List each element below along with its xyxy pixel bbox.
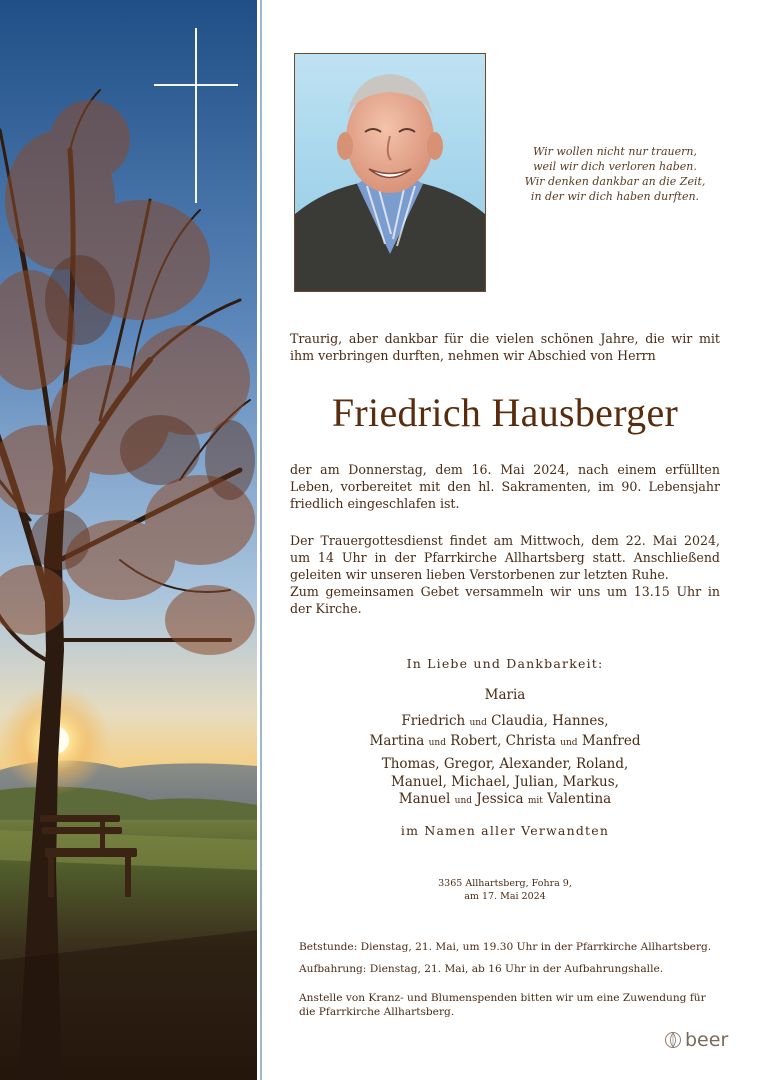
- closing-line: im Namen aller Verwandten: [400, 823, 610, 838]
- grandchildren-list: [290, 756, 720, 811]
- mourners-heading: In Liebe und Dankbarkeit:: [406, 656, 604, 671]
- family-name: Manuel: [398, 791, 451, 807]
- family-name: Martina: [369, 732, 425, 749]
- conjunction: und: [560, 737, 578, 748]
- service-info: [290, 532, 720, 617]
- conjunction: und: [428, 737, 446, 748]
- deceased-name: Friedrich Hausberger: [331, 390, 679, 435]
- quote-line: weil wir dich verloren haben.: [533, 160, 697, 173]
- children-list: [290, 713, 720, 752]
- logo-text: beer: [685, 1029, 729, 1051]
- vertical-divider: [257, 0, 266, 1080]
- aufbahrung-note: Aufbahrung: Dienstag, 21. Mai, ab 16 Uhr in der Aufbahrungshalle.: [299, 963, 664, 975]
- address-block: [290, 877, 720, 903]
- betstunde-note: Betstunde: Dienstag, 21. Mai, um 19.30 Uhr in der Pfarrkirche Allhartsberg.: [299, 941, 712, 953]
- family-name: Manfred: [581, 732, 641, 749]
- death-notice: der am Donnerstag, dem 16. Mai 2024, nach einem erfüllten Leben, vorbereitet mit den hl. Sakramenten, im 90. Lebensjahr friedlich eingeschlafen ist.: [290, 462, 720, 511]
- grandchildren-line: Manuel, Michael, Julian, Markus,: [391, 773, 619, 790]
- spouse-name: Maria: [484, 687, 526, 703]
- conjunction: und: [454, 796, 473, 806]
- children-line: [290, 713, 720, 733]
- family-name: Robert, Christa: [450, 732, 556, 749]
- cross-icon: [154, 28, 238, 203]
- service-paragraph: Der Trauergottesdienst findet am Mittwoch, dem 22. Mai 2024, um 14 Uhr in der Pfarrkirche Allhartsberg statt. Anschließend geleiten wir unseren lieben Verstorbenen zur letzten Ruhe.: [290, 533, 720, 582]
- intro-text: Traurig, aber dankbar für die vielen schönen Jahre, die wir mit ihm verbringen durften, nehmen wir Abschied von Herrn: [290, 331, 720, 363]
- grandchildren-line: Thomas, Gregor, Alexander, Roland,: [381, 756, 629, 772]
- prayer-paragraph: Zum gemeinsamen Gebet versammeln wir uns um 13.15 Uhr in der Kirche.: [290, 584, 720, 616]
- donation-note: Anstelle von Kranz- und Blumenspenden bitten wir um eine Zuwendung für die Pfarrkirche Allhartsberg.: [299, 992, 706, 1018]
- quote-line: Wir denken dankbar an die Zeit,: [524, 175, 706, 188]
- conjunction: und: [469, 718, 487, 728]
- funeral-home-logo: [664, 1028, 734, 1052]
- portrait-photo: [294, 53, 486, 292]
- quote-line: Wir wollen nicht nur trauern,: [533, 145, 697, 158]
- family-name: Valentina: [547, 791, 612, 807]
- conjunction: mit: [527, 796, 543, 806]
- beer-logo-icon: [664, 1031, 682, 1049]
- grandchildren-line: [290, 791, 720, 811]
- family-name: Jessica: [476, 791, 524, 807]
- family-name: Claudia, Hannes,: [491, 713, 609, 729]
- address-line: 3365 Allhartsberg, Fohra 9,: [438, 878, 572, 889]
- address-date: am 17. Mai 2024: [464, 891, 546, 902]
- quote-line: in der wir dich haben durften.: [530, 190, 700, 203]
- children-line: [290, 733, 720, 753]
- family-name: Friedrich: [401, 713, 466, 729]
- memorial-quote: [510, 144, 720, 204]
